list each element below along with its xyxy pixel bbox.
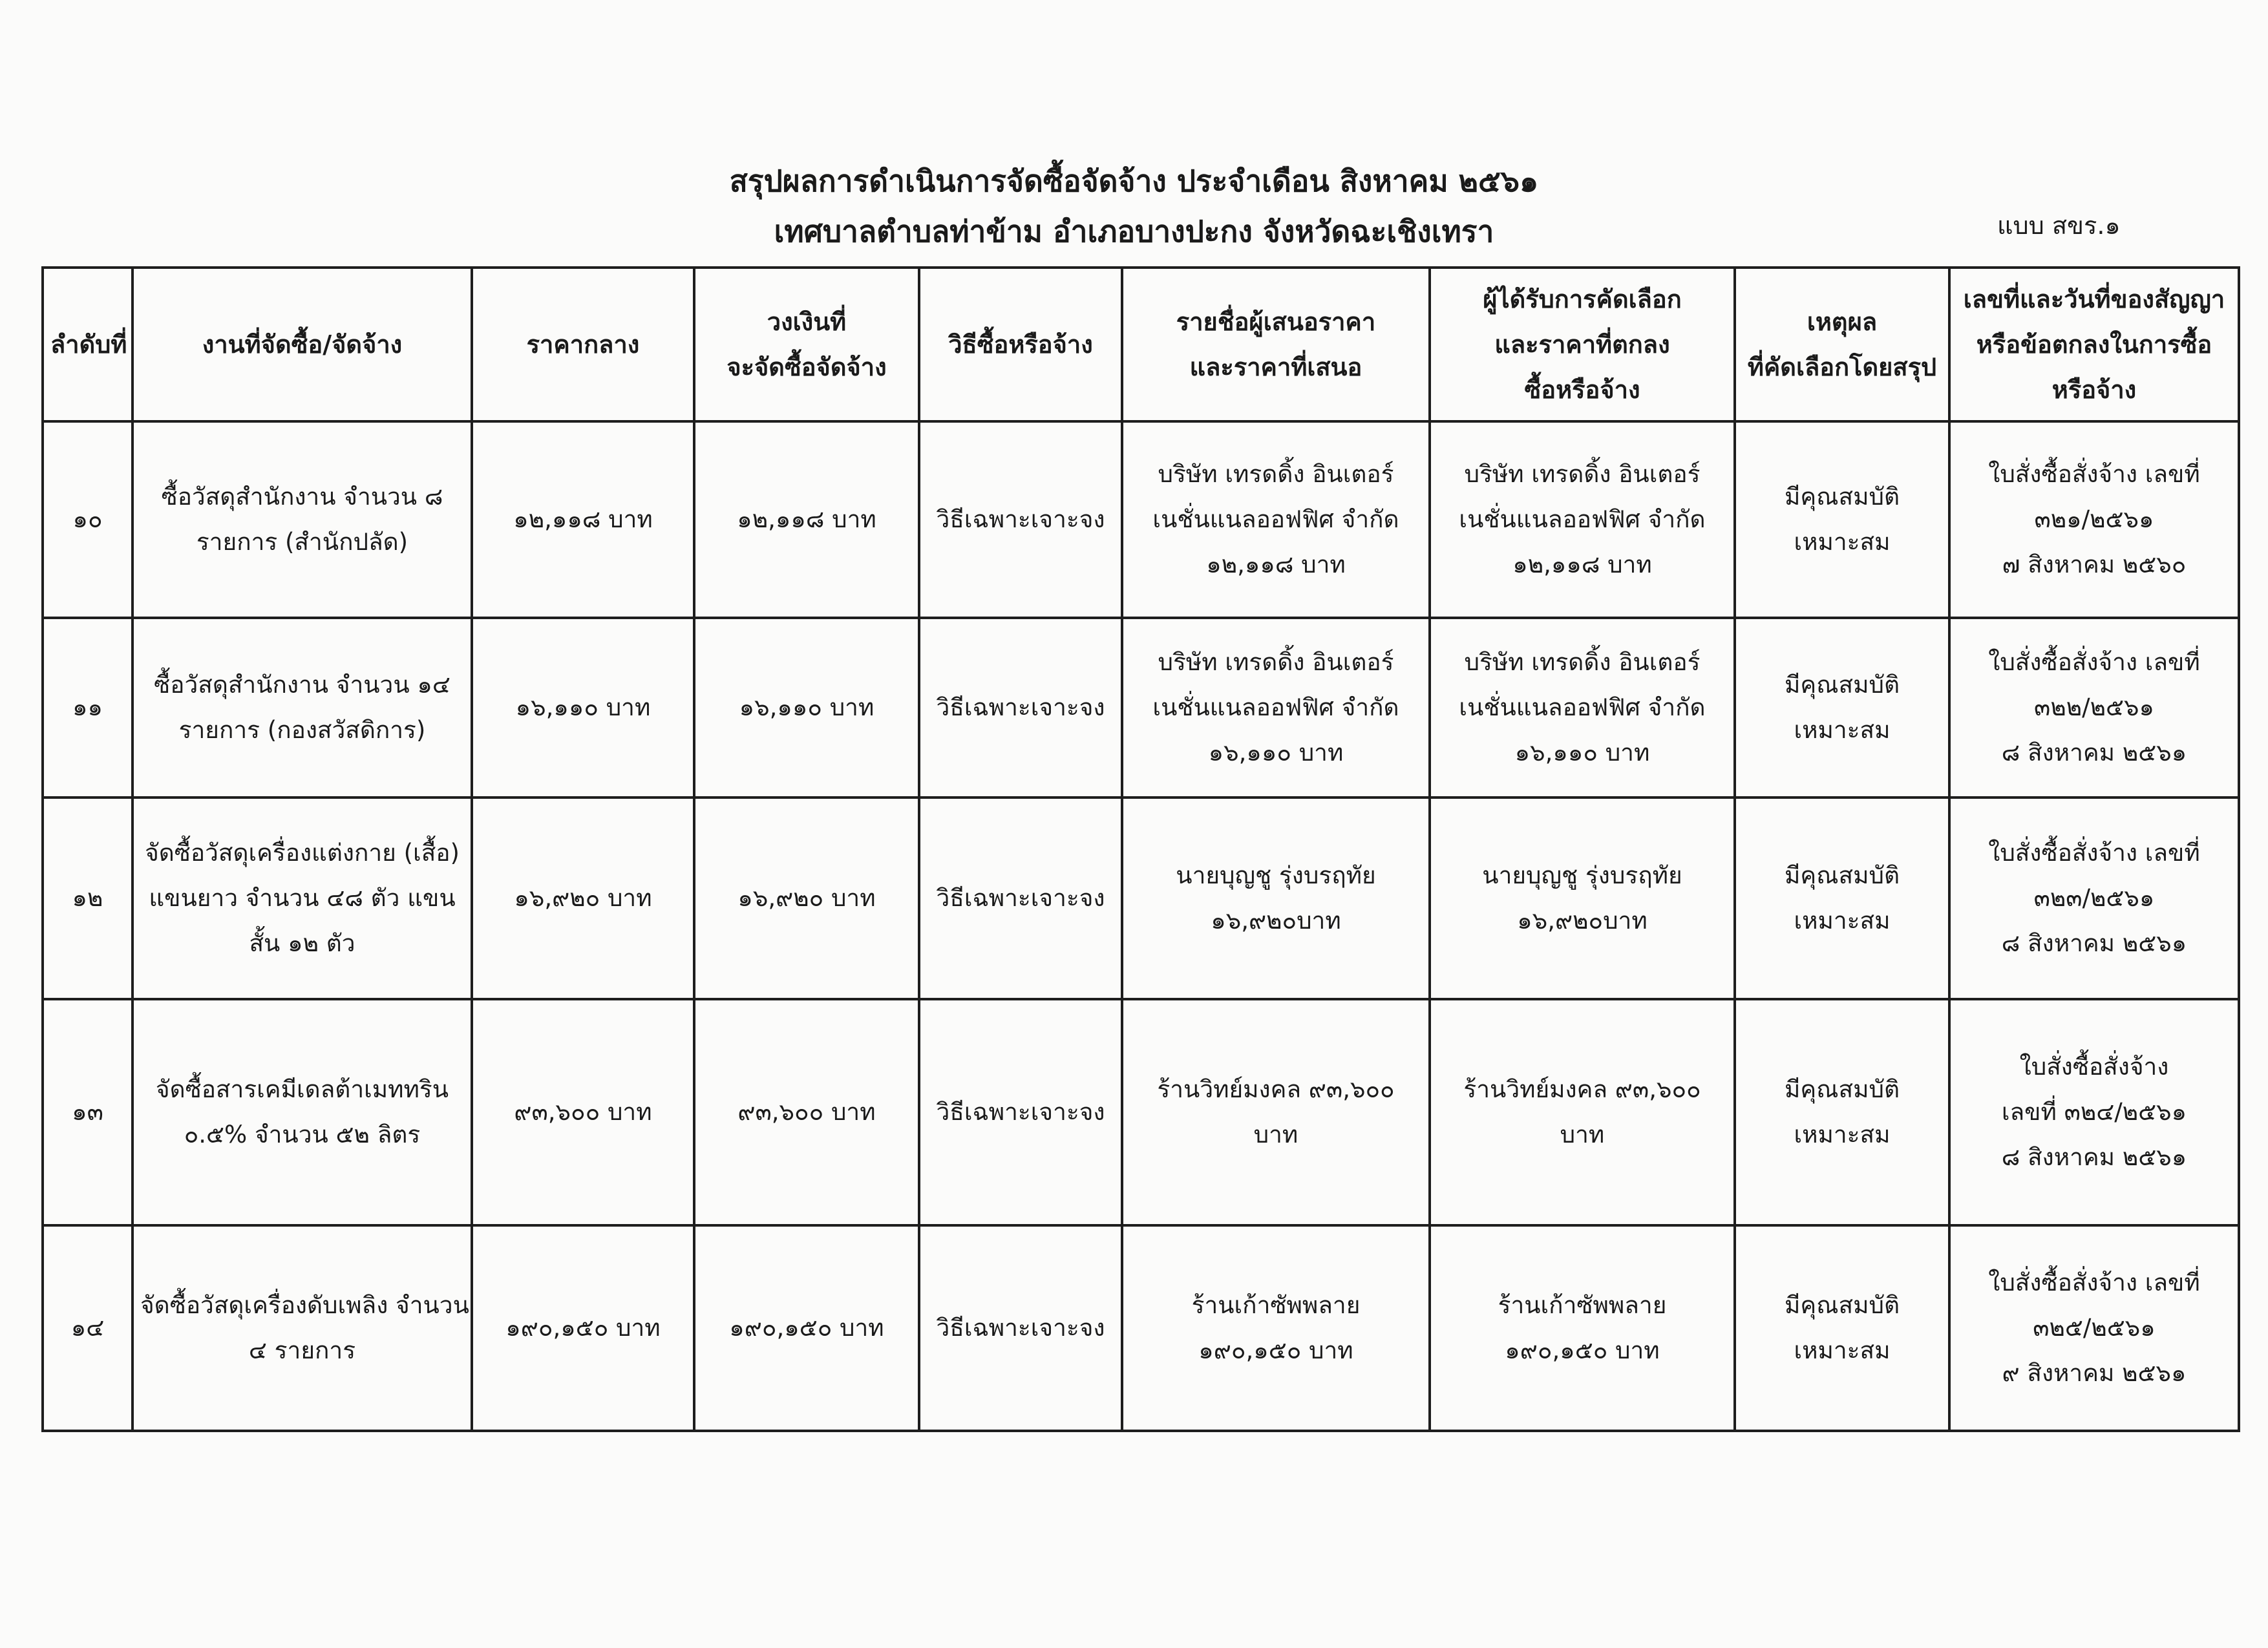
cell-text-line: ๓๒๓/๒๕๖๑	[2033, 884, 2155, 912]
table-row	[43, 421, 2239, 618]
cell-text-line: ๘ สิงหาคม ๒๕๖๑	[2001, 929, 2187, 957]
cell-text-line: บริษัท เทรดดิ้ง อินเตอร์	[1464, 460, 1701, 488]
cell-text-line: วิธีเฉพาะเจาะจง	[936, 505, 1105, 533]
cell-text-line: ๑๔	[70, 1314, 105, 1342]
header-budget	[694, 268, 919, 421]
header-reason	[1735, 268, 1949, 421]
table-row	[43, 618, 2239, 798]
header-text-line: หรือจ้าง	[2051, 375, 2137, 404]
cell-item	[132, 618, 472, 798]
cell-text-line: ๗ สิงหาคม ๒๕๖๐	[2002, 551, 2187, 578]
cell-text-line: เหมาะสม	[1794, 1336, 1891, 1364]
cell-text-line: วิธีเฉพาะเจาะจง	[936, 1098, 1105, 1126]
cell-text-line: บาท	[1560, 1121, 1605, 1148]
cell-text-line: ใบสั่งซื้อสั่งจ้าง เลขที่	[1988, 1269, 2200, 1296]
header-text-line: เหตุผล	[1807, 308, 1878, 336]
cell-text-line: ๓๒๒/๒๕๖๑	[2034, 693, 2154, 721]
cell-text-line: ๙๓,๖๐๐ บาท	[737, 1098, 876, 1126]
cell-text-line: ๑๑	[72, 693, 103, 721]
header-text-line: ที่คัดเลือกโดยสรุป	[1747, 353, 1937, 381]
cell-budget	[694, 618, 919, 798]
cell-winner	[1430, 618, 1735, 798]
header-text-line: รายชื่อผู้เสนอราคา	[1176, 308, 1376, 336]
cell-text-line: เนชั่นแนลออฟฟิศ จำกัด	[1152, 693, 1399, 721]
header-text-line: งานที่จัดซื้อ/จัดจ้าง	[202, 330, 403, 359]
cell-text-line: เนชั่นแนลออฟฟิศ จำกัด	[1459, 505, 1706, 533]
cell-method	[919, 999, 1122, 1225]
cell-budget	[694, 798, 919, 999]
cell-no	[43, 1225, 132, 1431]
cell-text-line: มีคุณสมบัติ	[1785, 1075, 1900, 1103]
cell-text-line: มีคุณสมบัติ	[1785, 483, 1900, 511]
cell-median-price	[472, 798, 694, 999]
header-bidders	[1122, 268, 1430, 421]
cell-bidders	[1122, 798, 1430, 999]
cell-no	[43, 618, 132, 798]
cell-contract	[1949, 421, 2239, 618]
cell-text-line: มีคุณสมบัติ	[1785, 671, 1900, 699]
cell-no	[43, 798, 132, 999]
cell-median-price	[472, 1225, 694, 1431]
cell-text-line: ร้านเก้าซัพพลาย	[1498, 1291, 1667, 1319]
cell-text-line: บริษัท เทรดดิ้ง อินเตอร์	[1158, 648, 1394, 676]
cell-item	[132, 999, 472, 1225]
cell-item	[132, 421, 472, 618]
header-text-line: ผู้ได้รับการคัดเลือก	[1483, 285, 1682, 313]
cell-bidders	[1122, 1225, 1430, 1431]
cell-text-line: ใบสั่งซื้อสั่งจ้าง เลขที่	[1988, 460, 2200, 488]
cell-text-line: ๑๖,๑๑๐ บาท	[1208, 739, 1344, 766]
cell-text-line: ๑๙๐,๑๕๐ บาท	[729, 1314, 884, 1342]
cell-budget	[694, 421, 919, 618]
cell-text-line: ๑๖,๑๑๐ บาท	[1514, 739, 1650, 766]
header-method	[919, 268, 1122, 421]
header-winner	[1430, 268, 1735, 421]
cell-text-line: นายบุญชู รุ่งบรฤทัย	[1176, 861, 1376, 889]
cell-bidders	[1122, 421, 1430, 618]
cell-text-line: เหมาะสม	[1794, 907, 1891, 935]
cell-text-line: ใบสั่งซื้อสั่งจ้าง เลขที่	[1988, 839, 2200, 867]
table-header-row	[43, 268, 2239, 421]
cell-text-line: ร้านเก้าซัพพลาย	[1191, 1291, 1361, 1319]
cell-text-line: ใบสั่งซื้อสั่งจ้าง	[2019, 1053, 2169, 1081]
cell-no	[43, 999, 132, 1225]
document-subtitle: เทศบาลตำบลท่าข้าม อำเภอบางปะกง จังหวัดฉะเชิงเทรา	[774, 214, 1494, 249]
header-text-line: จะจัดซื้อจัดจ้าง	[726, 353, 887, 381]
header-text-line: เลขที่และวันที่ของสัญญา	[1963, 285, 2225, 313]
cell-contract	[1949, 618, 2239, 798]
cell-median-price	[472, 421, 694, 618]
cell-text-line: วิธีเฉพาะเจาะจง	[936, 1314, 1105, 1342]
table-row	[43, 1225, 2239, 1431]
header-text-line: หรือข้อตกลงในการซื้อ	[1976, 330, 2212, 359]
cell-text-line: มีคุณสมบัติ	[1785, 1291, 1900, 1319]
cell-text-line: วิธีเฉพาะเจาะจง	[936, 693, 1105, 721]
cell-text-line: บริษัท เทรดดิ้ง อินเตอร์	[1158, 460, 1394, 488]
cell-contract	[1949, 1225, 2239, 1431]
cell-text-line: ๑๒,๑๑๘ บาท	[1512, 551, 1652, 578]
cell-method	[919, 1225, 1122, 1431]
cell-text-line: เลขที่ ๓๒๔/๒๕๖๑	[2001, 1098, 2187, 1126]
cell-winner	[1430, 1225, 1735, 1431]
cell-reason	[1735, 999, 1949, 1225]
cell-text-line: ๔ รายการ	[248, 1336, 356, 1364]
cell-text-line: ๑๙๐,๑๕๐ บาท	[1505, 1336, 1660, 1364]
cell-text-line: ๑๐	[72, 505, 103, 533]
cell-item	[132, 1225, 472, 1431]
header-text-line: และราคาที่เสนอ	[1189, 353, 1362, 381]
cell-text-line: บาท	[1253, 1121, 1298, 1148]
procurement-table	[41, 266, 2240, 1432]
cell-text-line: เหมาะสม	[1794, 716, 1891, 744]
cell-text-line: ซื้อวัสดุสำนักงาน จำนวน ๑๔	[154, 671, 450, 699]
cell-budget	[694, 999, 919, 1225]
cell-method	[919, 798, 1122, 999]
cell-text-line: บริษัท เทรดดิ้ง อินเตอร์	[1464, 648, 1701, 676]
cell-text-line: รายการ (สำนักปลัด)	[196, 528, 408, 556]
table-body	[43, 421, 2239, 1431]
cell-text-line: วิธีเฉพาะเจาะจง	[936, 884, 1105, 912]
cell-winner	[1430, 999, 1735, 1225]
cell-method	[919, 421, 1122, 618]
header-text-line: วิธีซื้อหรือจ้าง	[948, 330, 1093, 359]
cell-text-line: จัดซื้อวัสดุเครื่องดับเพลิง จำนวน	[140, 1291, 469, 1319]
header-contract	[1949, 268, 2239, 421]
cell-text-line: ๘ สิงหาคม ๒๕๖๑	[2001, 1143, 2187, 1171]
cell-text-line: ๙๓,๖๐๐ บาท	[514, 1098, 652, 1126]
cell-text-line: เหมาะสม	[1794, 528, 1891, 556]
cell-text-line: แขนยาว จำนวน ๔๘ ตัว แขน	[149, 884, 456, 912]
cell-winner	[1430, 421, 1735, 618]
cell-median-price	[472, 618, 694, 798]
header-text-line: วงเงินที่	[767, 308, 847, 336]
cell-text-line: ซื้อวัสดุสำนักงาน จำนวน ๘	[161, 483, 443, 511]
cell-text-line: ๑๖,๙๒๐ บาท	[514, 884, 652, 912]
table-row	[43, 999, 2239, 1225]
cell-reason	[1735, 1225, 1949, 1431]
cell-text-line: ๙ สิงหาคม ๒๕๖๑	[2002, 1359, 2187, 1387]
header-median-price	[472, 268, 694, 421]
cell-text-line: ๑๙๐,๑๕๐ บาท	[505, 1314, 661, 1342]
cell-text-line: รายการ (กองสวัสดิการ)	[178, 716, 426, 744]
cell-text-line: ๑๒	[72, 884, 103, 912]
cell-item	[132, 798, 472, 999]
cell-no	[43, 421, 132, 618]
header-text-line: ซื้อหรือจ้าง	[1524, 375, 1640, 404]
cell-text-line: ๑๖,๙๒๐ บาท	[737, 884, 876, 912]
cell-contract	[1949, 798, 2239, 999]
cell-median-price	[472, 999, 694, 1225]
cell-text-line: ๑๖,๙๒๐บาท	[1517, 907, 1648, 935]
cell-text-line: ร้านวิทย์มงคล ๙๓,๖๐๐	[1463, 1075, 1701, 1103]
header-no	[43, 268, 132, 421]
cell-contract	[1949, 999, 2239, 1225]
cell-text-line: ๑๒,๑๑๘ บาท	[513, 505, 653, 533]
cell-text-line: สั้น ๑๒ ตัว	[249, 929, 355, 957]
cell-text-line: ๑๓	[72, 1098, 103, 1126]
table-row	[43, 798, 2239, 999]
cell-text-line: จัดซื้อสารเคมีเดลต้าเมททริน	[155, 1075, 449, 1103]
cell-text-line: มีคุณสมบัติ	[1785, 861, 1900, 889]
cell-text-line: นายบุญชู รุ่งบรฤทัย	[1482, 861, 1682, 889]
cell-text-line: ๐.๕% จำนวน ๕๒ ลิตร	[184, 1121, 421, 1148]
header-item	[132, 268, 472, 421]
cell-text-line: เนชั่นแนลออฟฟิศ จำกัด	[1152, 505, 1399, 533]
cell-text-line: ๑๖,๑๑๐ บาท	[515, 693, 651, 721]
cell-text-line: ๓๒๑/๒๕๖๑	[2034, 505, 2154, 533]
document-title: สรุปผลการดำเนินการจัดซื้อจัดจ้าง ประจำเดือน สิงหาคม ๒๕๖๑	[729, 164, 1539, 198]
cell-text-line: ๑๒,๑๑๘ บาท	[1206, 551, 1346, 578]
cell-reason	[1735, 618, 1949, 798]
cell-text-line: ๑๒,๑๑๘ บาท	[737, 505, 876, 533]
cell-bidders	[1122, 999, 1430, 1225]
form-code: แบบ สขร.๑	[1997, 211, 2121, 240]
header-text-line: และราคาที่ตกลง	[1494, 330, 1670, 359]
cell-reason	[1735, 798, 1949, 999]
header-text-line: ราคากลาง	[526, 330, 640, 359]
cell-bidders	[1122, 618, 1430, 798]
cell-text-line: เหมาะสม	[1794, 1121, 1891, 1148]
cell-text-line: ร้านวิทย์มงคล ๙๓,๖๐๐	[1157, 1075, 1395, 1103]
cell-method	[919, 618, 1122, 798]
header-text-line: ลำดับที่	[50, 330, 127, 359]
cell-text-line: ๑๙๐,๑๕๐ บาท	[1198, 1336, 1353, 1364]
cell-text-line: ใบสั่งซื้อสั่งจ้าง เลขที่	[1988, 648, 2200, 676]
cell-text-line: จัดซื้อวัสดุเครื่องแต่งกาย (เสื้อ)	[145, 839, 460, 867]
cell-text-line: เนชั่นแนลออฟฟิศ จำกัด	[1459, 693, 1706, 721]
cell-budget	[694, 1225, 919, 1431]
cell-text-line: ๑๖,๙๒๐บาท	[1211, 907, 1341, 935]
cell-reason	[1735, 421, 1949, 618]
cell-text-line: ๑๖,๑๑๐ บาท	[739, 693, 874, 721]
cell-text-line: ๘ สิงหาคม ๒๕๖๑	[2001, 739, 2187, 766]
cell-winner	[1430, 798, 1735, 999]
cell-text-line: ๓๒๕/๒๕๖๑	[2033, 1314, 2156, 1342]
